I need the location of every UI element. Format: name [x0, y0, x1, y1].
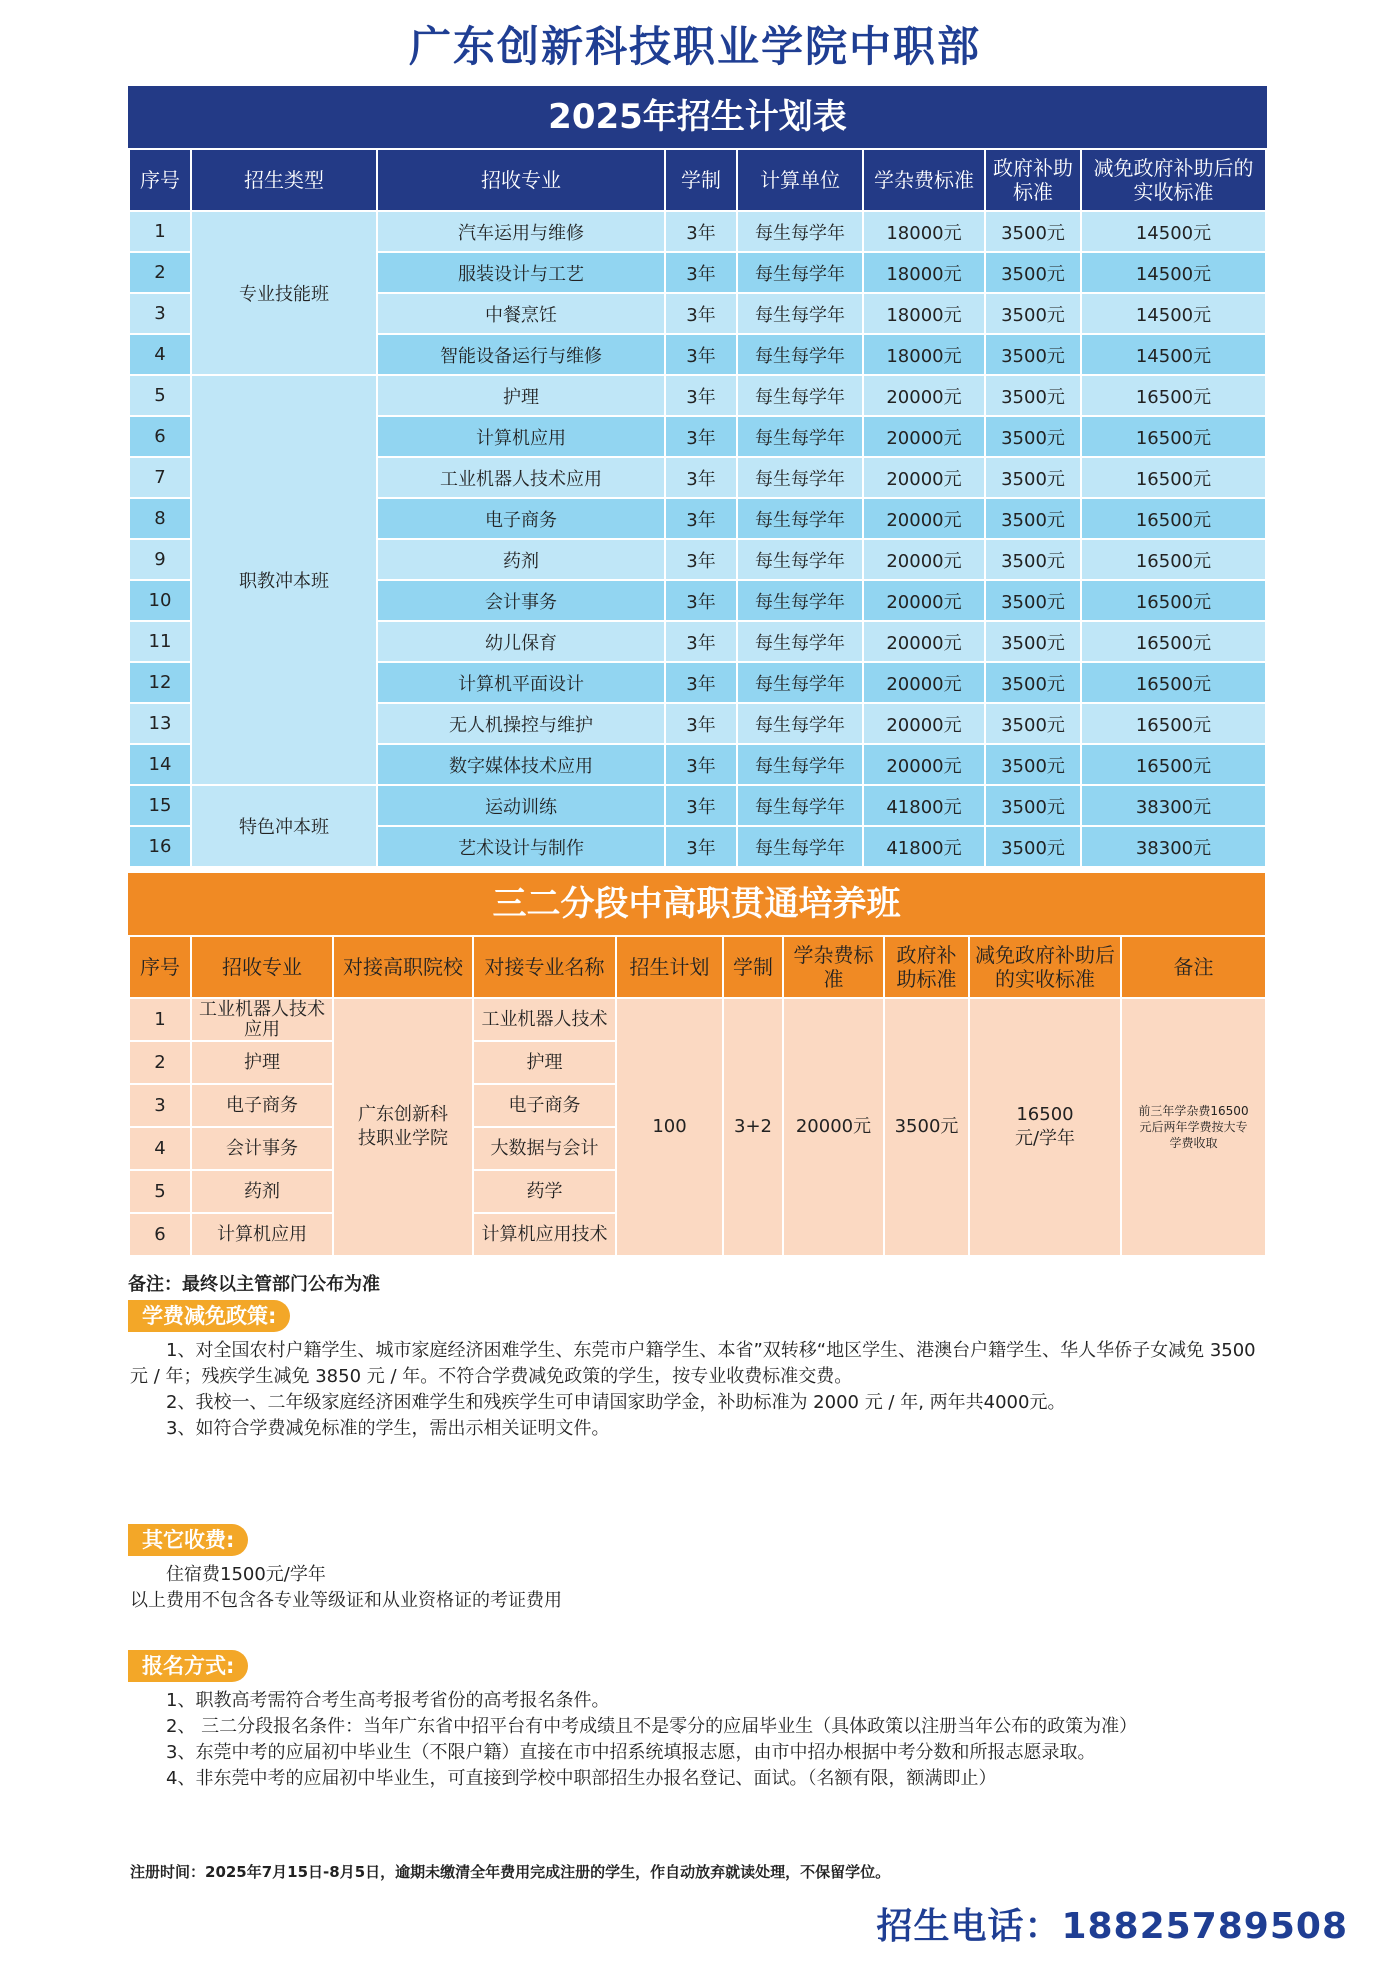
table-cell: 1	[129, 211, 191, 252]
header-cell: 减免政府补助后的实收标准	[969, 936, 1121, 998]
table-cell: 20000元	[863, 703, 985, 744]
table-cell: 20000元	[863, 539, 985, 580]
table-cell: 每生每学年	[737, 662, 863, 703]
table-cell: 智能设备运行与维修	[377, 334, 665, 375]
table-cell: 运动训练	[377, 785, 665, 826]
enrollment-plan-table	[128, 86, 1267, 868]
table-cell: 3年	[665, 662, 737, 703]
table-cell: 幼儿保育	[377, 621, 665, 662]
policy-item: 1、对全国农村户籍学生、城市家庭经济困难学生、东莞市户籍学生、本省”双转移“地区学生、港澳台户籍学生、华人华侨子女减免 3500 元 / 年；残疾学生减免 3850 元 / 年。不符合学费减免政策的学生，按专业收费标准交费。	[130, 1340, 1256, 1387]
table-cell: 3年	[665, 252, 737, 293]
table-cell: 14500元	[1081, 334, 1266, 375]
table-cell: 每生每学年	[737, 744, 863, 785]
table-cell: 2	[129, 252, 191, 293]
table-cell: 16500元	[1081, 498, 1266, 539]
table-cell: 16500元	[1081, 375, 1266, 416]
registration-item: 2、 三二分段报名条件：当年广东省中招平台有中考成绩且不是零分的应届毕业生（具体政策以注册当年公布的政策为准）	[166, 1716, 1138, 1737]
registration-item: 1、职教高考需符合考生高考报考省份的高考报名条件。	[166, 1690, 610, 1711]
table-cell: 3500元	[985, 826, 1081, 867]
header-cell: 备注	[1121, 936, 1266, 998]
table-cell: 每生每学年	[737, 703, 863, 744]
table-cell: 16500元	[1081, 416, 1266, 457]
table-cell: 3+2	[723, 998, 783, 1256]
table-cell: 3500元	[985, 252, 1081, 293]
tuition-policy-label: 学费减免政策:	[128, 1300, 290, 1332]
header-cell: 政府补助标准	[884, 936, 969, 998]
registration-item: 4、非东莞中考的应届初中毕业生，可直接到学校中职部招生办报名登记、面试。（名额有限，额满即止）	[166, 1768, 997, 1789]
table-row	[129, 785, 1266, 826]
table-cell: 9	[129, 539, 191, 580]
table-cell: 计算机应用	[191, 1213, 333, 1256]
registration-item: 3、东莞中考的应届初中毕业生（不限户籍）直接在市中招系统填报志愿，由市中招办根据中考分数和所报志愿录取。	[166, 1742, 1096, 1763]
table-cell: 每生每学年	[737, 826, 863, 867]
table-cell: 3年	[665, 539, 737, 580]
enrollment-phone: 招生电话：18825789508	[876, 1906, 1348, 1947]
table-cell: 每生每学年	[737, 539, 863, 580]
header-cell: 招生类型	[191, 149, 377, 211]
table-cell: 14500元	[1081, 293, 1266, 334]
policy-item: 3、如符合学费减免标准的学生，需出示相关证明文件。	[166, 1418, 610, 1439]
table-cell: 3	[129, 293, 191, 334]
table-cell: 3年	[665, 416, 737, 457]
table-cell: 电子商务	[377, 498, 665, 539]
table-cell: 3年	[665, 457, 737, 498]
table-cell: 4	[129, 334, 191, 375]
table-cell: 数字媒体技术应用	[377, 744, 665, 785]
header-cell: 学杂费标准	[783, 936, 884, 998]
table-cell: 每生每学年	[737, 293, 863, 334]
table-cell: 3500元	[985, 621, 1081, 662]
table-cell: 20000元	[863, 662, 985, 703]
table-cell: 3年	[665, 498, 737, 539]
table-row	[129, 375, 1266, 416]
table-cell: 3500元	[985, 498, 1081, 539]
table-cell: 每生每学年	[737, 580, 863, 621]
table-cell: 3500元	[985, 703, 1081, 744]
table-cell: 护理	[473, 1041, 616, 1084]
table-cell: 3500元	[985, 416, 1081, 457]
table-cell: 计算机应用技术	[473, 1213, 616, 1256]
other-fees-body	[130, 1562, 1265, 1614]
table-cell: 3年	[665, 826, 737, 867]
table-cell: 11	[129, 621, 191, 662]
header-cell: 减免政府补助后的实收标准	[1081, 149, 1266, 211]
table-cell: 10	[129, 580, 191, 621]
school-title: 广东创新科技职业学院中职部	[408, 22, 981, 71]
header-cell: 招收专业	[191, 936, 333, 998]
table-cell: 3年	[665, 375, 737, 416]
table-cell: 药剂	[191, 1170, 333, 1213]
table-cell: 电子商务	[473, 1084, 616, 1127]
table-cell: 中餐烹饪	[377, 293, 665, 334]
table-cell: 12	[129, 662, 191, 703]
header-cell: 对接专业名称	[473, 936, 616, 998]
header-cell: 序号	[129, 149, 191, 211]
table-cell: 8	[129, 498, 191, 539]
table-cell: 16500元	[1081, 662, 1266, 703]
table-cell: 3500元	[884, 998, 969, 1256]
table-cell: 3500元	[985, 375, 1081, 416]
table-cell: 14500元	[1081, 252, 1266, 293]
table-cell: 3年	[665, 744, 737, 785]
table-cell: 计算机平面设计	[377, 662, 665, 703]
table-cell: 艺术设计与制作	[377, 826, 665, 867]
group-cell: 职教冲本班	[191, 375, 377, 785]
table-cell: 药学	[473, 1170, 616, 1213]
table-cell: 20000元	[863, 744, 985, 785]
table-cell: 3年	[665, 703, 737, 744]
table-cell: 计算机应用	[377, 416, 665, 457]
table-cell: 41800元	[863, 785, 985, 826]
other-fees-label: 其它收费:	[128, 1524, 248, 1556]
table-cell: 会计事务	[377, 580, 665, 621]
table-cell: 3年	[665, 580, 737, 621]
registration-deadline: 注册时间：2025年7月15日-8月5日，逾期未缴清全年费用完成注册的学生，作自动放弃就读处理，不保留学位。	[130, 1863, 891, 1881]
table-cell: 2	[129, 1041, 191, 1084]
table-cell: 3年	[665, 334, 737, 375]
table-cell: 16500元	[1081, 744, 1266, 785]
remark-text: 备注：最终以主管部门公布为准	[128, 1274, 380, 1295]
table-cell: 1	[129, 998, 191, 1041]
registration-body	[130, 1688, 1265, 1792]
table-cell: 100	[616, 998, 723, 1256]
table-cell: 20000元	[863, 621, 985, 662]
header-cell: 计算单位	[737, 149, 863, 211]
policy-item: 2、我校一、二年级家庭经济困难学生和残疾学生可申请国家助学金，补助标准为 2000 元 / 年, 两年共4000元。	[166, 1392, 1066, 1413]
table-cell: 20000元	[783, 998, 884, 1256]
table-cell: 3500元	[985, 457, 1081, 498]
header-cell: 序号	[129, 936, 191, 998]
table-cell: 18000元	[863, 334, 985, 375]
table-cell: 6	[129, 416, 191, 457]
table-cell: 会计事务	[191, 1127, 333, 1170]
table-cell: 3	[129, 1084, 191, 1127]
table-cell: 每生每学年	[737, 211, 863, 252]
tuition-policy-body	[130, 1338, 1265, 1442]
table-cell: 服装设计与工艺	[377, 252, 665, 293]
header-cell: 政府补助标准	[985, 149, 1081, 211]
table-cell: 大数据与会计	[473, 1127, 616, 1170]
table-cell: 护理	[377, 375, 665, 416]
table-cell: 3年	[665, 621, 737, 662]
table-cell: 汽车运用与维修	[377, 211, 665, 252]
table-cell: 无人机操控与维护	[377, 703, 665, 744]
program32-header-row	[129, 936, 1266, 998]
table-cell: 3500元	[985, 744, 1081, 785]
table-cell: 每生每学年	[737, 334, 863, 375]
program32-table	[128, 935, 1267, 1257]
header-cell: 招生计划	[616, 936, 723, 998]
header-cell: 招收专业	[377, 149, 665, 211]
table-cell: 16500元	[1081, 457, 1266, 498]
table-cell: 16500元	[1081, 580, 1266, 621]
group-cell: 专业技能班	[191, 211, 377, 375]
header-cell: 学杂费标准	[863, 149, 985, 211]
table-cell: 20000元	[863, 498, 985, 539]
table-cell: 41800元	[863, 826, 985, 867]
table-cell: 15	[129, 785, 191, 826]
table-cell: 18000元	[863, 211, 985, 252]
table-cell: 工业机器人技术应用	[377, 457, 665, 498]
table-cell: 每生每学年	[737, 416, 863, 457]
table-cell: 3年	[665, 211, 737, 252]
table-cell: 16500元	[1081, 621, 1266, 662]
table-cell: 3500元	[985, 785, 1081, 826]
plan-table-title: 2025年招生计划表	[128, 86, 1267, 148]
table-cell: 每生每学年	[737, 785, 863, 826]
header-cell: 学制	[723, 936, 783, 998]
table-cell: 3500元	[985, 662, 1081, 703]
table-cell: 16500元	[1081, 703, 1266, 744]
table-cell: 每生每学年	[737, 498, 863, 539]
table-cell: 16	[129, 826, 191, 867]
table-cell: 14500元	[1081, 211, 1266, 252]
table-cell: 20000元	[863, 375, 985, 416]
table-row	[129, 998, 1266, 1041]
table-cell: 3500元	[985, 580, 1081, 621]
table-cell: 3年	[665, 293, 737, 334]
table-cell: 每生每学年	[737, 252, 863, 293]
note-cell: 前三年学杂费16500元后两年学费按大专学费收取	[1121, 998, 1266, 1256]
table-cell: 7	[129, 457, 191, 498]
table-cell: 18000元	[863, 293, 985, 334]
table-cell: 20000元	[863, 580, 985, 621]
table-cell: 38300元	[1081, 785, 1266, 826]
table-cell: 13	[129, 703, 191, 744]
table-cell: 3500元	[985, 211, 1081, 252]
table-cell: 3500元	[985, 539, 1081, 580]
program32-title: 三二分段中高职贯通培养班	[128, 873, 1265, 935]
table-row	[129, 211, 1266, 252]
registration-label: 报名方式:	[128, 1650, 248, 1682]
table-cell: 每生每学年	[737, 457, 863, 498]
plan-header-row	[129, 149, 1266, 211]
table-cell: 5	[129, 375, 191, 416]
table-cell: 3500元	[985, 293, 1081, 334]
table-cell: 18000元	[863, 252, 985, 293]
fee-exclusion: 以上费用不包含各专业等级证和从业资格证的考证费用	[130, 1590, 562, 1611]
table-cell: 14	[129, 744, 191, 785]
table-cell: 药剂	[377, 539, 665, 580]
table-cell: 6	[129, 1213, 191, 1256]
lodging-fee: 住宿费1500元/学年	[166, 1564, 326, 1585]
table-cell: 16500元/学年	[969, 998, 1121, 1256]
table-cell: 电子商务	[191, 1084, 333, 1127]
table-cell: 20000元	[863, 457, 985, 498]
table-cell: 38300元	[1081, 826, 1266, 867]
table-cell: 20000元	[863, 416, 985, 457]
table-cell: 护理	[191, 1041, 333, 1084]
college-cell: 广东创新科技职业学院	[333, 998, 473, 1256]
table-cell: 5	[129, 1170, 191, 1213]
table-cell: 每生每学年	[737, 621, 863, 662]
table-cell: 4	[129, 1127, 191, 1170]
table-cell: 工业机器人技术	[473, 998, 616, 1041]
table-cell: 3年	[665, 785, 737, 826]
header-cell: 对接高职院校	[333, 936, 473, 998]
table-cell: 每生每学年	[737, 375, 863, 416]
table-cell: 16500元	[1081, 539, 1266, 580]
table-cell: 3500元	[985, 334, 1081, 375]
table-cell: 工业机器人技术应用	[191, 998, 333, 1041]
header-cell: 学制	[665, 149, 737, 211]
group-cell: 特色冲本班	[191, 785, 377, 867]
